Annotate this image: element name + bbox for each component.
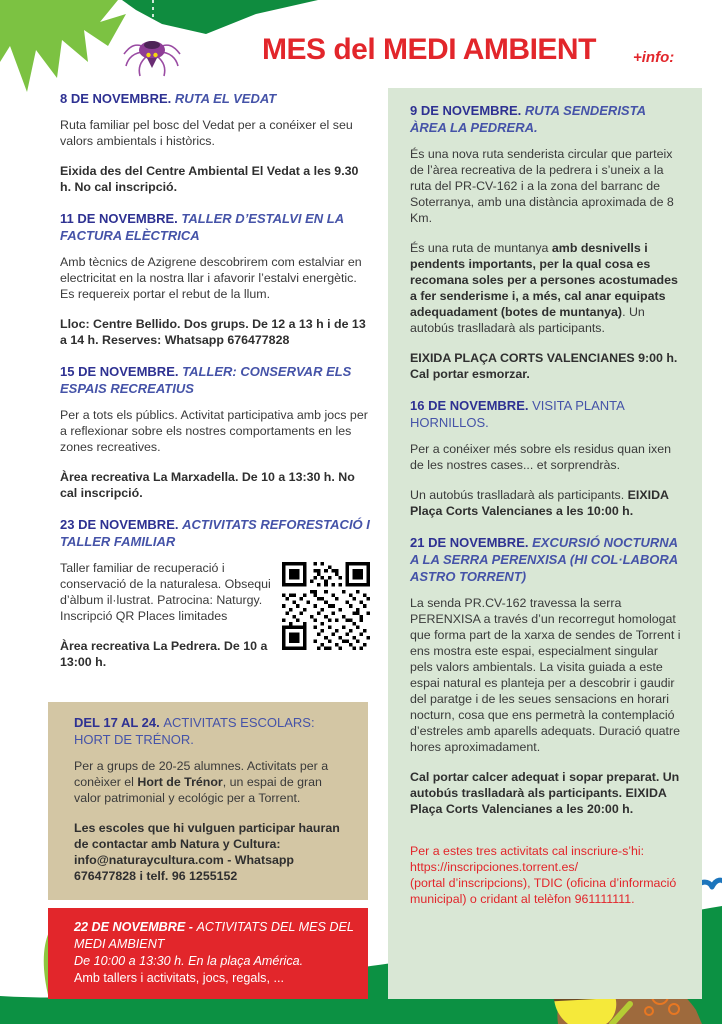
event-title: RUTA SENDERISTA ÀREA LA PEDRERA. — [410, 103, 646, 135]
event-heading — [74, 714, 352, 748]
event-heading — [60, 363, 370, 397]
text-run-bold: EIXIDA Plaça Corts Valencianes a les 10:00 h. — [410, 488, 669, 518]
event-date: 9 DE NOVEMBRE. — [410, 103, 522, 118]
event-schedule: De 10:00 a 13:30 h. En la plaça América. — [74, 954, 304, 968]
event-date: 16 DE NOVEMBRE. — [410, 398, 529, 413]
event-heading — [410, 534, 682, 585]
leaf-decoration — [0, 0, 722, 100]
light-leaf-icon — [0, 0, 126, 92]
event-date: 21 DE NOVEMBRE. — [410, 535, 529, 550]
event-11-november — [60, 210, 370, 348]
text-run: És una ruta de muntanya — [410, 241, 552, 255]
text-run: - Whatsapp 676477828 i telf. 96 1255152 — [74, 853, 294, 883]
event-description: Taller familiar de recuperació i conservació de la naturalesa. Obsequi d’àlbum il·lustrat. Patrocina: Naturgy. Inscripció QR Places limitades — [60, 561, 271, 623]
event-details: Àrea recreativa La Pedrera. De 10 a 13:00 h. — [60, 639, 268, 669]
event-description: Amb tècnics de Azigrene descobrirem com estalviar en electricitat en la nostra llar i afavorir l’estalvi energètic. Es requereix portar el rebut de la llum. — [60, 255, 362, 301]
event-title: TALLER: CONSERVAR ELS ESPAIS RECREATIUS — [60, 364, 352, 396]
school-activities-panel — [48, 702, 368, 900]
event-title: TALLER D’ESTALVI EN LA FACTURA ELÈCTRICA — [60, 211, 344, 243]
text-run: Les escoles que hi vulguen participar hauran de contactar amb Natura y Cultura: — [74, 821, 340, 851]
qr-code — [282, 562, 370, 650]
content-columns — [60, 88, 702, 999]
event-title: VISITA PLANTA HORNILLOS. — [410, 398, 625, 430]
event-description: Per a tots els públics. Activitat participativa amb jocs per a reflexionar sobre els nostres comportaments en les zones recreatives. — [60, 408, 368, 454]
event-description — [410, 240, 682, 336]
event-9-november — [410, 102, 682, 382]
inscription-intro: Per a estes tres activitats cal inscriure-s’hi: — [410, 844, 645, 858]
event-heading — [74, 919, 354, 953]
event-heading — [60, 516, 370, 550]
event-23-november — [60, 516, 370, 684]
email-link[interactable]: info@naturaycultura.com — [74, 853, 224, 867]
event-details: Àrea recreativa La Marxadella. De 10 a 13:30 h. No cal inscripció. — [60, 470, 355, 500]
event-description: Ruta familiar pel bosc del Vedat per a conéixer el seu valors ambientals i històrics. — [60, 118, 353, 148]
inscriptions-url[interactable]: https://inscripciones.torrent.es/ — [410, 860, 579, 874]
text-run: Un autobús traslladarà als participants. — [410, 488, 628, 502]
event-details: Eixida des del Centre Ambiental El Vedat a les 9.30 h. No cal inscripció. — [60, 164, 359, 194]
info-label: +info: — [633, 49, 675, 66]
event-heading — [410, 102, 682, 136]
event-title: RUTA EL VEDAT — [174, 91, 277, 106]
text-run: , un espai de gran valor patrimonial y ecológic per a Torrent. — [74, 775, 322, 805]
page-title: MES del MEDI AMBIENT — [262, 33, 596, 66]
event-heading — [410, 397, 682, 431]
event-description: La senda PR.CV-162 travessa la serra PERENXISA a través d’un recorregut homologat que forma part de la xarxa de sendes de Torrent i ens mostra este espai, especialment singular pels valors ambientals. La visita guiada a este espai natural es planteja per a descobrir i gaudir del paratge i de les seues sensacions en horari nocturn, cosa que ens permetrà la contemplació d’estreles amb aparells adequats. Duració quatre hores aproximadament. — [410, 596, 681, 754]
event-title: ACTIVITATS REFORESTACIÓ I TALLER FAMILIAR — [60, 517, 370, 549]
text-run: Per a grups de 20-25 alumnes. Activitats per a conèixer el — [74, 759, 329, 789]
event-date: DEL 17 AL 24. — [74, 715, 160, 730]
event-date: 15 DE NOVEMBRE. — [60, 364, 179, 379]
spider-icon — [124, 41, 180, 76]
event-16-november — [410, 397, 682, 519]
event-heading — [60, 210, 370, 244]
text-run-bold: amb desnivells i pendents importants, per la qual cosa es recomana soles per a persones acostumades a fer senderisme i, a més, cal anar equipats adequadament (botes de muntanya) — [410, 241, 678, 319]
text-run: . Un autobús traslladarà als participants. — [410, 305, 645, 335]
event-description: Amb tallers i activitats, jocs, regals, ... — [74, 971, 284, 985]
event-details: Cal portar calcer adequat i sopar preparat. Un autobús traslladarà als participants. EIXIDA Plaça Corts Valencianes a les 20:00 h. — [410, 770, 680, 816]
event-date: 23 DE NOVEMBRE. — [60, 517, 179, 532]
event-title: ACTIVITATS DEL MES DEL MEDI AMBIENT — [74, 920, 354, 951]
event-description: Per a conéixer més sobre els residus quan ixen de les nostres cases... et sorprendràs. — [410, 442, 672, 472]
inscription-contact: (portal d’inscripcions), TDIC (oficina d’informació municipal) o cridant al telèfon 961111111. — [410, 876, 677, 906]
dark-leaf-icon — [122, 0, 318, 34]
event-details — [410, 487, 682, 519]
event-15-november — [60, 363, 370, 501]
right-column-panel — [388, 88, 702, 999]
event-details: Lloc: Centre Bellido. Dos grups. De 12 a 13 h i de 13 a 14 h. Reserves: Whatsapp 676477828 — [60, 317, 366, 347]
event-title: ACTIVITATS ESCOLARS: HORT DE TRÉNOR. — [74, 715, 315, 747]
inscription-note — [410, 843, 682, 907]
event-date: 8 DE NOVEMBRE. — [60, 91, 172, 106]
event-date: 11 DE NOVEMBRE. — [60, 211, 178, 226]
event-details: EIXIDA PLAÇA CORTS VALENCIANES 9:00 h. Cal portar esmorzar. — [410, 351, 678, 381]
event-21-november — [410, 534, 682, 817]
event-8-november — [60, 90, 370, 195]
left-column — [60, 88, 370, 999]
event-date: 22 DE NOVEMBRE - — [74, 920, 197, 934]
event-title: EXCURSIÓ NOCTURNA A LA SERRA PERENXISA (HI COL·LABORA ASTRO TORRENT) — [410, 535, 678, 584]
contact-details — [74, 820, 352, 884]
text-run-bold: Hort de Trénor — [137, 775, 223, 789]
november-22-panel — [48, 908, 368, 999]
event-description — [74, 758, 352, 806]
event-description: És una nova ruta senderista circular que parteix de l’àrea recreativa de la pedrera i s’uneix a la ruta del PR-CV-162 i a la zona del barranc de Soterranya, amb una distància aproximada de 8 Km. — [410, 147, 674, 225]
